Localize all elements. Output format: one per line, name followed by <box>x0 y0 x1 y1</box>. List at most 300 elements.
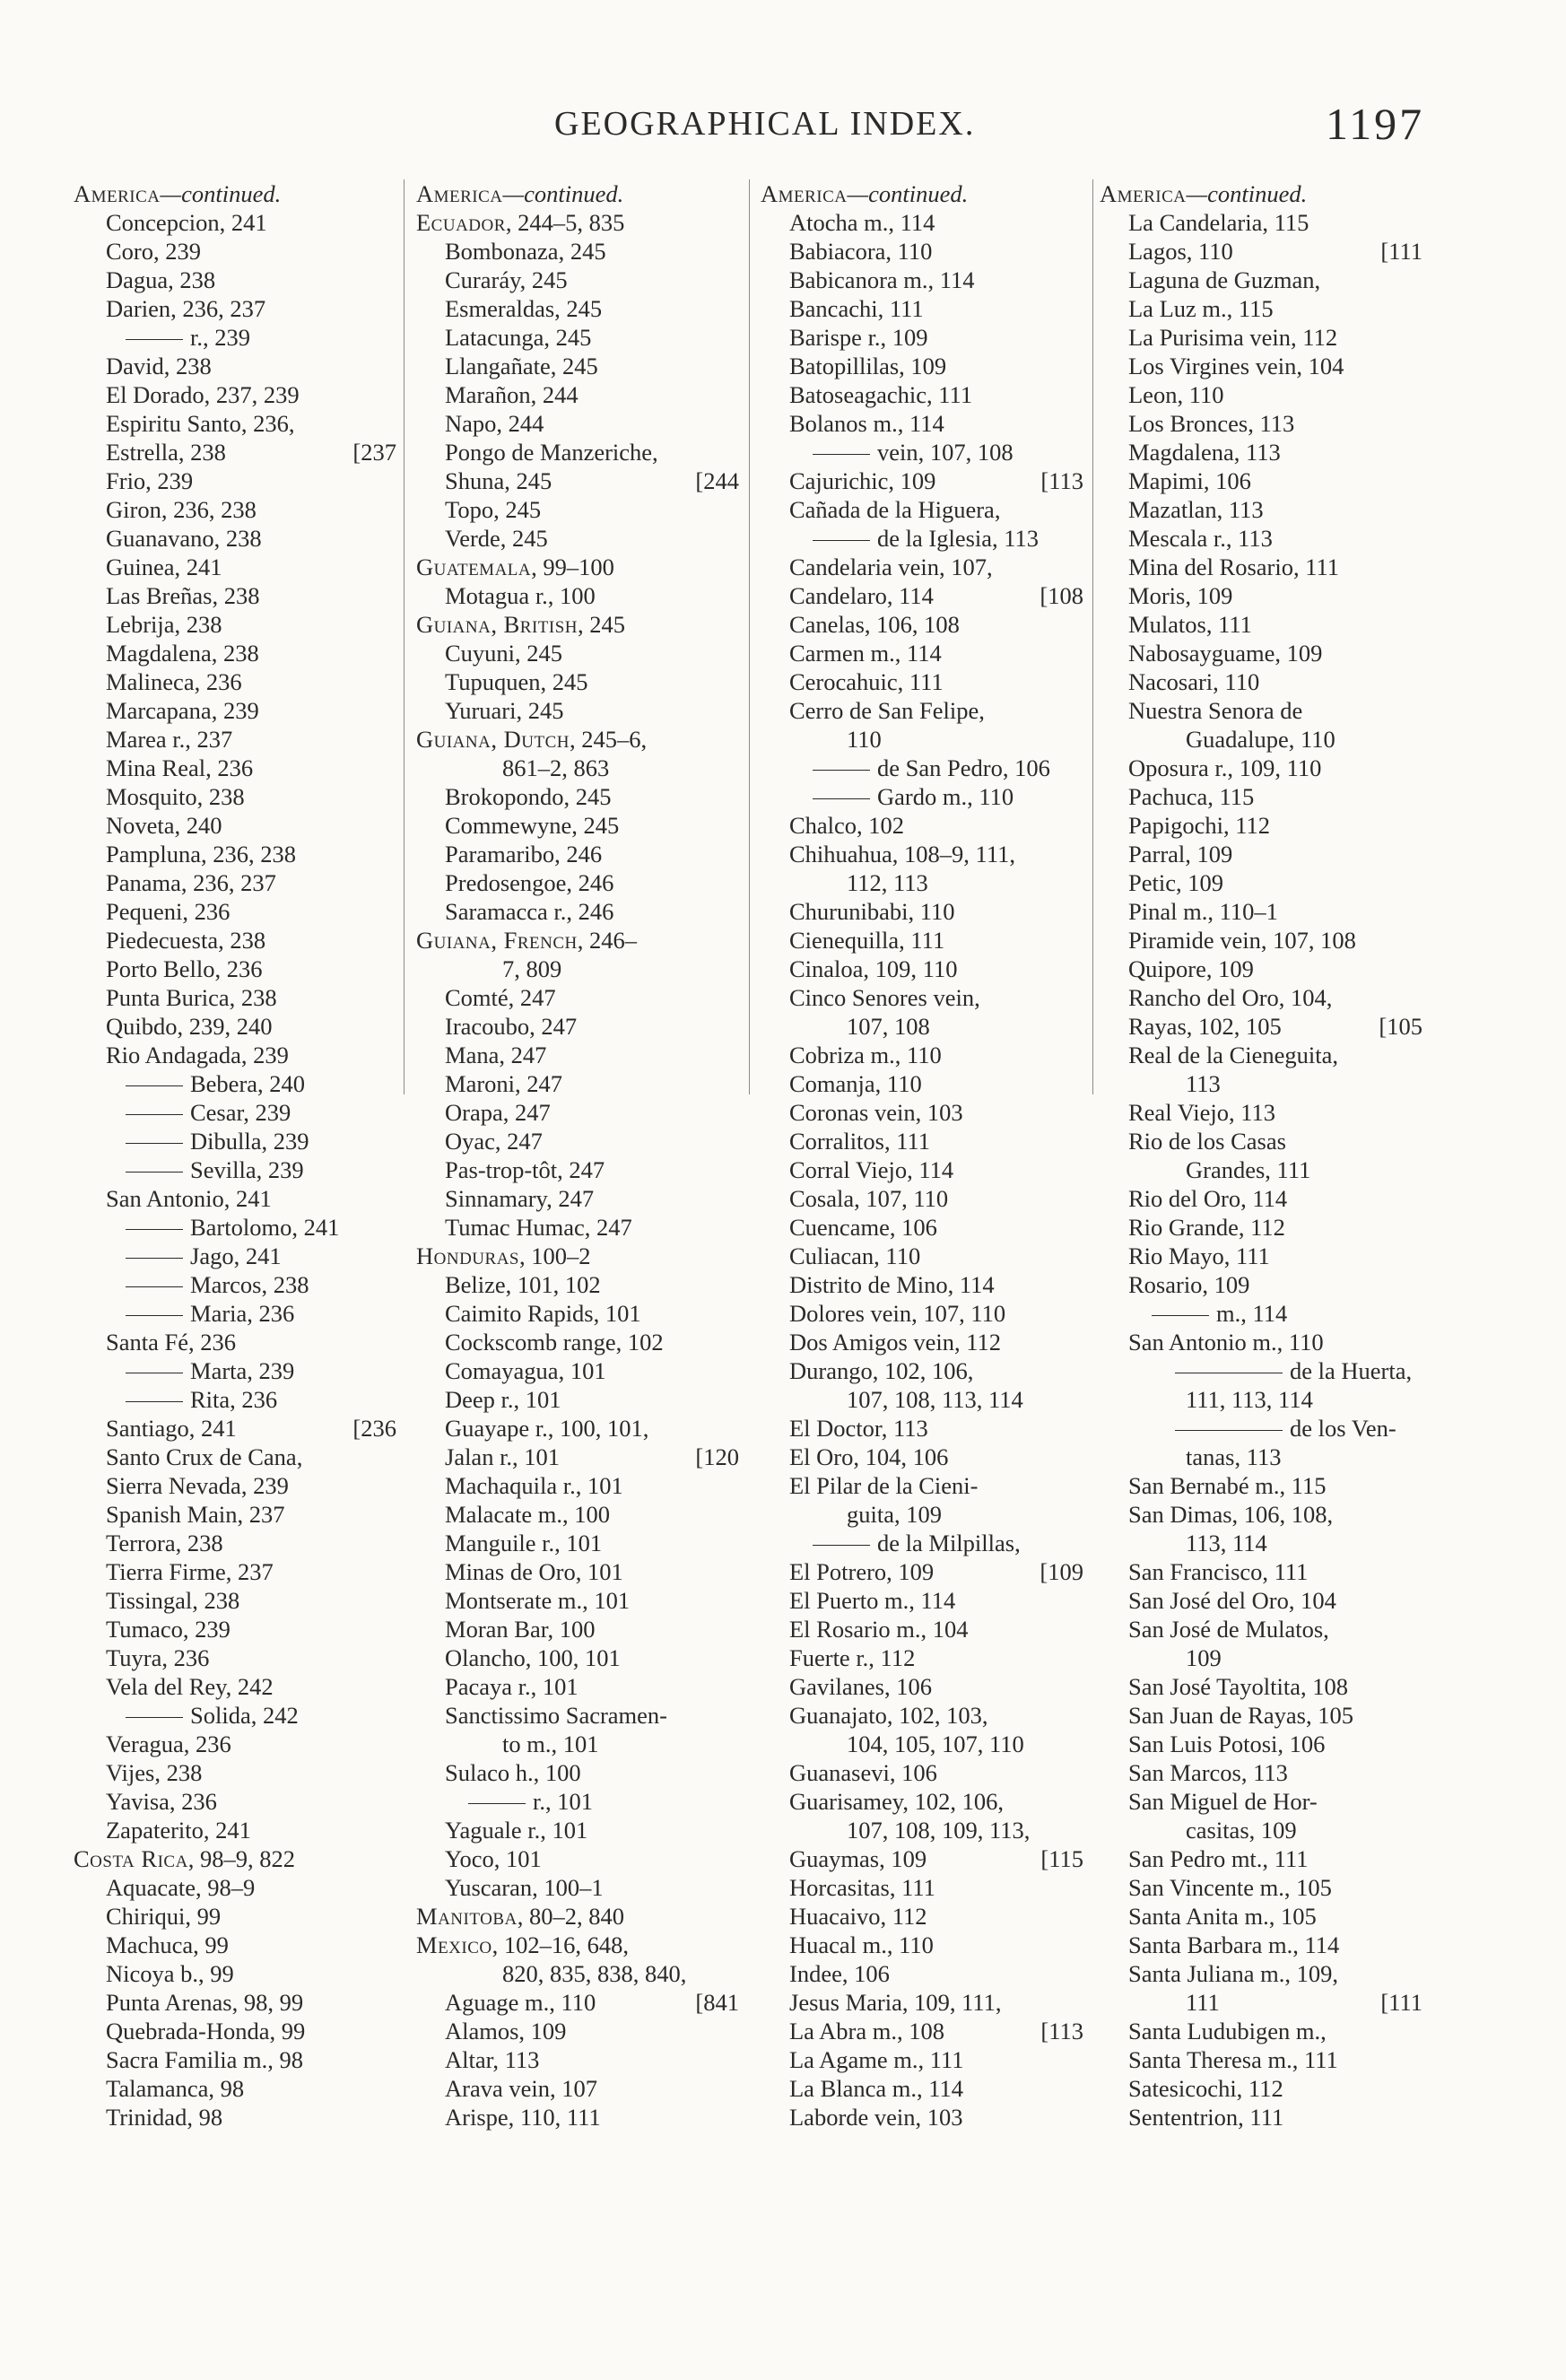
index-entry: Lebrija, 238 <box>106 611 222 638</box>
section-entry <box>416 926 739 955</box>
index-entry: Real Viejo, 113 <box>1128 1099 1276 1126</box>
index-entry: Machuca, 99 <box>106 1931 229 1958</box>
index-entry: Pachuca, 115 <box>1128 783 1255 810</box>
index-entry: San Pedro mt., 111 <box>1128 1845 1309 1872</box>
section-name: Honduras <box>416 1242 519 1269</box>
index-entry: Jesus Maria, 109, 111, <box>789 1989 1002 2016</box>
entry-text: 112, 113 <box>847 869 928 896</box>
index-entry: Spanish Main, 237 <box>106 1501 285 1528</box>
entry-text: 107, 108, 113, 114 <box>847 1386 1023 1413</box>
column-heading <box>1100 179 1422 208</box>
index-entry <box>1100 1012 1422 1041</box>
index-entry: Malineca, 236 <box>106 668 242 695</box>
entry-text: Rayas, 102, 105 <box>1128 1013 1282 1040</box>
index-entry <box>761 466 1083 495</box>
index-entry <box>1100 237 1422 266</box>
section-name: Manitoba <box>416 1903 518 1930</box>
entry-continuation <box>761 1500 1083 1529</box>
index-entry: Mazatlan, 113 <box>1128 496 1264 523</box>
entry-text: 107, 108 <box>847 1013 930 1040</box>
index-entry: San José Tayoltita, 108 <box>1128 1673 1348 1700</box>
index-entry <box>761 782 1083 811</box>
index-entry <box>761 438 1083 466</box>
index-entry: Montserate m., 101 <box>445 1587 631 1614</box>
index-entry: Batoseagachic, 111 <box>789 381 973 408</box>
section-entry <box>74 1844 396 1873</box>
index-entry: Noveta, 240 <box>106 812 222 839</box>
index-entry: Batopillilas, 109 <box>789 353 947 379</box>
index-entry: Guanavano, 238 <box>106 525 262 552</box>
ditto-dash <box>126 1172 183 1173</box>
index-entry <box>74 1385 396 1414</box>
index-entry: Gavilanes, 106 <box>789 1673 932 1700</box>
index-entry: Los Virgines vein, 104 <box>1128 353 1344 379</box>
index-entry: Mina Real, 236 <box>106 754 254 781</box>
index-entry: Manguile r., 101 <box>445 1530 603 1556</box>
column-rule <box>1092 179 1093 1094</box>
entry-text: Cajurichic, 109 <box>789 467 936 494</box>
index-entry: Concepcion, 241 <box>106 209 267 236</box>
section-entry <box>416 1931 739 1959</box>
index-entry: Tupuquen, 245 <box>445 668 588 695</box>
heading-region: America <box>1100 180 1187 207</box>
ditto-dash <box>813 770 870 771</box>
entry-text: 113, 114 <box>1186 1530 1267 1556</box>
entry-text: Lagos, 110 <box>1128 238 1233 265</box>
entry-text: , 100–2 <box>518 1242 591 1269</box>
index-entry: Fuerte r., 112 <box>789 1644 916 1671</box>
index-entry: Vela del Rey, 242 <box>106 1673 274 1700</box>
entry-text: Santiago, 241 <box>106 1415 237 1442</box>
ditto-dash <box>813 454 870 455</box>
entry-continuation <box>761 1012 1083 1041</box>
runover-page: [109 <box>1040 1558 1083 1585</box>
entry-text: 7, 809 <box>502 955 562 982</box>
index-entry: El Puerto m., 114 <box>789 1587 956 1614</box>
entry-text: Rita, 236 <box>190 1386 278 1413</box>
index-entry: Bolanos m., 114 <box>789 410 944 437</box>
runover-page: [111 <box>1380 238 1422 265</box>
entry-text: Gardo m., 110 <box>877 783 1014 810</box>
index-entry: Yoco, 101 <box>445 1845 542 1872</box>
index-entry: Rosario, 109 <box>1128 1271 1250 1298</box>
index-entry: Oyac, 247 <box>445 1128 543 1155</box>
entry-continuation <box>761 725 1083 754</box>
runover-page: [841 <box>695 1989 739 2016</box>
index-entry: Sierra Nevada, 239 <box>106 1472 289 1499</box>
column-heading <box>761 179 1083 208</box>
index-entry: Predosengoe, 246 <box>445 869 614 896</box>
entry-text: , 99–100 <box>531 554 614 580</box>
index-entry: Guayape r., 100, 101, <box>445 1415 649 1442</box>
index-entry: Santa Juliana m., 109, <box>1128 1960 1339 1987</box>
entry-continuation <box>1100 1988 1422 2017</box>
index-entry: Terrora, 238 <box>106 1530 223 1556</box>
index-entry: Huacal m., 110 <box>789 1931 934 1958</box>
index-entry: El Dorado, 237, 239 <box>106 381 300 408</box>
index-entry: Cuyuni, 245 <box>445 640 563 667</box>
index-entry <box>416 1443 739 1471</box>
index-entry: Altar, 113 <box>445 2046 540 2073</box>
index-entry: Rio del Oro, 114 <box>1128 1185 1288 1212</box>
entry-text: vein, 107, 108 <box>877 439 1014 466</box>
entry-text: guita, 109 <box>847 1501 942 1528</box>
entry-text: 110 <box>847 726 882 753</box>
ditto-dash <box>126 1143 183 1144</box>
index-entry: Espiritu Santo, 236, <box>106 410 295 437</box>
entry-text: Solida, 242 <box>190 1702 299 1729</box>
index-entry: Belize, 101, 102 <box>445 1271 601 1298</box>
index-entry: Rio Mayo, 111 <box>1128 1242 1270 1269</box>
entry-text: El Potrero, 109 <box>789 1558 935 1585</box>
index-entry: Santa Fé, 236 <box>106 1329 236 1356</box>
index-entry: Arava vein, 107 <box>445 2075 597 2102</box>
ditto-dash <box>126 1401 183 1402</box>
index-entry: Dolores vein, 107, 110 <box>789 1300 1006 1327</box>
section-name: Guiana, Dutch <box>416 726 570 753</box>
index-entry: Brokopondo, 245 <box>445 783 612 810</box>
index-entry <box>1100 1356 1422 1385</box>
index-entry: Guanasevi, 106 <box>789 1759 937 1786</box>
index-entry: Cerocahuic, 111 <box>789 668 944 695</box>
ditto-dash <box>126 1315 183 1316</box>
index-entry: Motagua r., 100 <box>445 582 596 609</box>
index-entry: Sulaco h., 100 <box>445 1759 581 1786</box>
ditto-dash <box>1152 1315 1209 1316</box>
index-entry: Panama, 236, 237 <box>106 869 276 896</box>
index-entry: Quebrada-Honda, 99 <box>106 2018 306 2044</box>
index-entry: Coro, 239 <box>106 238 201 265</box>
index-entry: Culiacan, 110 <box>789 1242 921 1269</box>
index-entry: Petic, 109 <box>1128 869 1223 896</box>
entry-text: Grandes, 111 <box>1186 1156 1311 1183</box>
runover-page: [108 <box>1040 582 1083 609</box>
entry-text: Bartolomo, 241 <box>190 1214 340 1241</box>
entry-text: 113 <box>1186 1070 1221 1097</box>
index-entry: El Oro, 104, 106 <box>789 1443 949 1470</box>
section-name: Guiana, French <box>416 927 578 954</box>
index-entry: Cerro de San Felipe, <box>789 697 985 724</box>
ditto-dash <box>1175 1430 1283 1431</box>
index-entry: Mosquito, 238 <box>106 783 245 810</box>
section-entry <box>416 725 739 754</box>
running-title: GEOGRAPHICAL INDEX. <box>554 105 976 143</box>
index-entry: Huacaivo, 112 <box>789 1903 927 1930</box>
index-entry <box>761 1529 1083 1557</box>
entry-text: Maria, 236 <box>190 1300 295 1327</box>
index-entry: Llangañate, 245 <box>445 353 598 379</box>
index-entry: Guanajato, 102, 103, <box>789 1702 988 1729</box>
index-entry: Indee, 106 <box>789 1960 890 1987</box>
index-entry: Nicoya b., 99 <box>106 1960 234 1987</box>
index-entry: Cinco Senores vein, <box>789 984 980 1011</box>
entry-text: Bebera, 240 <box>190 1070 306 1097</box>
index-entry: Barispe r., 109 <box>789 324 928 351</box>
entry-text: , 102–16, 648, <box>492 1931 629 1958</box>
index-entry: Candelaria vein, 107, <box>789 554 993 580</box>
index-entry: Durango, 102, 106, <box>789 1357 974 1384</box>
index-entry: Atocha m., 114 <box>789 209 935 236</box>
index-entry: San Vincente m., 105 <box>1128 1874 1332 1901</box>
index-entry: Satesicochi, 112 <box>1128 2075 1283 2102</box>
index-entry: San Francisco, 111 <box>1128 1558 1309 1585</box>
index-column-4 <box>1100 179 1422 2132</box>
index-entry: Alamos, 109 <box>445 2018 567 2044</box>
ditto-dash <box>126 1085 183 1086</box>
index-entry: Papigochi, 112 <box>1128 812 1271 839</box>
index-entry: Cuencame, 106 <box>789 1214 937 1241</box>
index-entry: Churunibabi, 110 <box>789 898 955 925</box>
entry-continuation <box>416 1730 739 1758</box>
index-entry: Bombonaza, 245 <box>445 238 606 265</box>
index-entry <box>74 1127 396 1155</box>
section-entry <box>416 1902 739 1931</box>
index-entry: Vijes, 238 <box>106 1759 203 1786</box>
index-entry: Yuruari, 245 <box>445 697 564 724</box>
index-entry: Olancho, 100, 101 <box>445 1644 621 1671</box>
runover-page: [105 <box>1379 1013 1422 1040</box>
entry-text: de los Ven- <box>1290 1415 1396 1442</box>
entry-text: , 98–9, 822 <box>187 1845 296 1872</box>
index-column-1 <box>74 179 396 2132</box>
ditto-dash <box>126 1114 183 1115</box>
index-entry: San Juan de Rayas, 105 <box>1128 1702 1353 1729</box>
index-entry: Cobriza m., 110 <box>789 1042 942 1068</box>
index-entry: Yuscaran, 100–1 <box>445 1874 604 1901</box>
index-entry: Santa Barbara m., 114 <box>1128 1931 1340 1958</box>
index-entry: Bancachi, 111 <box>789 295 924 322</box>
page-number: 1197 <box>1326 99 1425 149</box>
entry-text: Aguage m., 110 <box>445 1989 596 2016</box>
entry-text: de la Iglesia, 113 <box>877 525 1040 552</box>
index-entry: Topo, 245 <box>445 496 542 523</box>
index-entry <box>1100 1414 1422 1443</box>
heading-region: America <box>416 180 503 207</box>
section-entry <box>416 553 739 581</box>
index-entry: Pinal m., 110–1 <box>1128 898 1278 925</box>
index-entry: Verde, 245 <box>445 525 548 552</box>
index-entry: Malacate m., 100 <box>445 1501 610 1528</box>
index-entry: San Antonio m., 110 <box>1128 1329 1324 1356</box>
entry-text: Marta, 239 <box>190 1357 295 1384</box>
index-entry: Cockscomb range, 102 <box>445 1329 664 1356</box>
entry-text: de la Huerta, <box>1290 1357 1413 1384</box>
ditto-dash <box>468 1803 526 1804</box>
index-entry: Comayagua, 101 <box>445 1357 606 1384</box>
column-heading <box>74 179 396 208</box>
index-entry: Quipore, 109 <box>1128 955 1254 982</box>
entry-text: La Abra m., 108 <box>789 2018 944 2044</box>
index-entry: Chiriqui, 99 <box>106 1903 222 1930</box>
index-entry <box>761 754 1083 782</box>
entry-continuation <box>1100 1816 1422 1844</box>
index-entry: Babicanora m., 114 <box>789 266 975 293</box>
index-entry: Nacosari, 110 <box>1128 668 1260 695</box>
entry-continuation <box>1100 1643 1422 1672</box>
entry-text: de la Milpillas, <box>877 1530 1021 1556</box>
index-entry: Quibdo, 239, 240 <box>106 1013 273 1040</box>
index-entry: David, 238 <box>106 353 212 379</box>
column-heading <box>416 179 739 208</box>
index-entry: Moran Bar, 100 <box>445 1616 596 1643</box>
runover-page: [244 <box>695 467 739 494</box>
index-entry: Zapaterito, 241 <box>106 1817 251 1844</box>
index-entry: Sententrion, 111 <box>1128 2104 1284 2131</box>
ditto-dash <box>126 339 183 340</box>
index-entry: Machaquila r., 101 <box>445 1472 623 1499</box>
index-entry: Mina del Rosario, 111 <box>1128 554 1340 580</box>
index-entry: Guinea, 241 <box>106 554 222 580</box>
index-entry: Comanja, 110 <box>789 1070 922 1097</box>
index-entry: Pacaya r., 101 <box>445 1673 579 1700</box>
entry-text: Marcos, 238 <box>190 1271 309 1298</box>
index-entry: La Luz m., 115 <box>1128 295 1274 322</box>
index-column-3 <box>761 179 1083 2132</box>
entry-text: Dibulla, 239 <box>190 1128 309 1155</box>
index-entry: Cañada de la Higuera, <box>789 496 1001 523</box>
index-entry: Giron, 236, 238 <box>106 496 257 523</box>
ditto-dash <box>126 1717 183 1718</box>
index-entry: Laborde vein, 103 <box>789 2104 963 2131</box>
index-entry <box>761 524 1083 553</box>
index-entry: Marcapana, 239 <box>106 697 259 724</box>
index-entry <box>416 1988 739 2017</box>
entry-continuation <box>1100 1385 1422 1414</box>
index-entry <box>416 1787 739 1816</box>
index-column-2 <box>416 179 739 2132</box>
index-entry: La Agame m., 111 <box>789 2046 964 2073</box>
section-name: Ecuador <box>416 209 506 236</box>
index-entry: Pequeni, 236 <box>106 898 231 925</box>
heading-continued: —continued. <box>1186 180 1308 207</box>
entry-continuation <box>416 955 739 983</box>
entry-continuation <box>416 1959 739 1988</box>
index-entry: Tumac Humac, 247 <box>445 1214 632 1241</box>
entry-text: to m., 101 <box>502 1731 599 1757</box>
index-entry: Chihuahua, 108–9, 111, <box>789 841 1015 867</box>
runover-page: [120 <box>695 1443 739 1470</box>
index-entry: Los Bronces, 113 <box>1128 410 1295 437</box>
index-entry: Tumaco, 239 <box>106 1616 231 1643</box>
index-entry: Pas-trop-tôt, 247 <box>445 1156 605 1183</box>
entry-continuation <box>761 1816 1083 1844</box>
index-entry <box>761 1844 1083 1873</box>
heading-region: America <box>74 180 161 207</box>
index-entry: San Bernabé m., 115 <box>1128 1472 1327 1499</box>
index-entry: Mulatos, 111 <box>1128 611 1252 638</box>
index-entry: Santa Ludubigen m., <box>1128 2018 1327 2044</box>
index-entry: Frio, 239 <box>106 467 194 494</box>
index-entry: Saramacca r., 246 <box>445 898 614 925</box>
ditto-dash <box>813 1545 870 1546</box>
index-entry: La Blanca m., 114 <box>789 2075 964 2102</box>
entry-text: Sevilla, 239 <box>190 1156 304 1183</box>
index-entry: Corralitos, 111 <box>789 1128 931 1155</box>
index-entry: Commewyne, 245 <box>445 812 620 839</box>
index-entry: Paramaribo, 246 <box>445 841 603 867</box>
index-entry: San Miguel de Hor- <box>1128 1788 1318 1815</box>
index-entry: Maroni, 247 <box>445 1070 563 1097</box>
entry-continuation <box>1100 725 1422 754</box>
index-entry: Santo Crux de Cana, <box>106 1443 303 1470</box>
index-entry: Pampluna, 236, 238 <box>106 841 296 867</box>
index-entry: Nuestra Senora de <box>1128 697 1303 724</box>
index-entry: Comté, 247 <box>445 984 556 1011</box>
index-entry: Distrito de Mino, 114 <box>789 1271 995 1298</box>
entry-text: Guaymas, 109 <box>789 1845 927 1872</box>
entry-text: Jalan r., 101 <box>445 1443 561 1470</box>
index-entry <box>74 1299 396 1328</box>
entry-continuation <box>761 868 1083 897</box>
entry-text: 109 <box>1186 1644 1222 1671</box>
index-entry: Tierra Firme, 237 <box>106 1558 274 1585</box>
index-entry: Mana, 247 <box>445 1042 547 1068</box>
entry-text: , 245 <box>578 611 625 638</box>
index-entry: Minas de Oro, 101 <box>445 1558 623 1585</box>
index-entry: El Pilar de la Cieni- <box>789 1472 979 1499</box>
index-entry: Cienequilla, 111 <box>789 927 945 954</box>
index-entry <box>74 323 396 352</box>
index-entry: Marea r., 237 <box>106 726 233 753</box>
entry-continuation <box>761 1730 1083 1758</box>
entry-text: m., 114 <box>1216 1300 1288 1327</box>
heading-continued: —continued. <box>502 180 624 207</box>
entry-text: casitas, 109 <box>1186 1817 1297 1844</box>
index-entry: San Marcos, 113 <box>1128 1759 1288 1786</box>
index-entry: Curaráy, 245 <box>445 266 568 293</box>
section-name: Costa Rica <box>74 1845 188 1872</box>
entry-continuation <box>1100 1529 1422 1557</box>
ditto-dash <box>126 1229 183 1230</box>
index-entry <box>74 1270 396 1299</box>
index-entry: Iracoubo, 247 <box>445 1013 578 1040</box>
index-entry <box>761 581 1083 610</box>
index-entry: Canelas, 106, 108 <box>789 611 960 638</box>
index-entry: Caimito Rapids, 101 <box>445 1300 641 1327</box>
column-rule <box>749 179 750 1094</box>
entry-text: Jago, 241 <box>190 1242 282 1269</box>
index-entry: Tissingal, 238 <box>106 1587 240 1614</box>
entry-text: , 246– <box>577 927 637 954</box>
index-entry <box>761 1557 1083 1586</box>
heading-continued: —continued. <box>160 180 282 207</box>
entry-continuation <box>416 754 739 782</box>
runover-page: [237 <box>352 439 396 466</box>
runover-page: [113 <box>1040 467 1083 494</box>
entry-continuation <box>1100 1155 1422 1184</box>
index-entry: Magdalena, 238 <box>106 640 259 667</box>
index-entry: Nabosayguame, 109 <box>1128 640 1323 667</box>
index-entry: Cosala, 107, 110 <box>789 1185 949 1212</box>
entry-continuation <box>761 1385 1083 1414</box>
index-entry: Rancho del Oro, 104, <box>1128 984 1333 1011</box>
section-name: Guiana, British <box>416 611 578 638</box>
index-entry: La Purisima vein, 112 <box>1128 324 1338 351</box>
index-entry: Guarisamey, 102, 106, <box>789 1788 1004 1815</box>
index-entry <box>74 1069 396 1098</box>
index-entry: Real de la Cieneguita, <box>1128 1042 1338 1068</box>
index-entry: Pongo de Manzeriche, <box>445 439 658 466</box>
index-entry <box>1100 1299 1422 1328</box>
runover-page: [236 <box>352 1415 396 1442</box>
index-entry: Santa Anita m., 105 <box>1128 1903 1317 1930</box>
index-entry: Babiacora, 110 <box>789 238 933 265</box>
ditto-dash <box>813 798 870 799</box>
entry-text: Estrella, 238 <box>106 439 226 466</box>
index-entry: Carmen m., 114 <box>789 640 942 667</box>
index-entry: Santa Theresa m., 111 <box>1128 2046 1338 2073</box>
index-entry <box>761 2017 1083 2045</box>
